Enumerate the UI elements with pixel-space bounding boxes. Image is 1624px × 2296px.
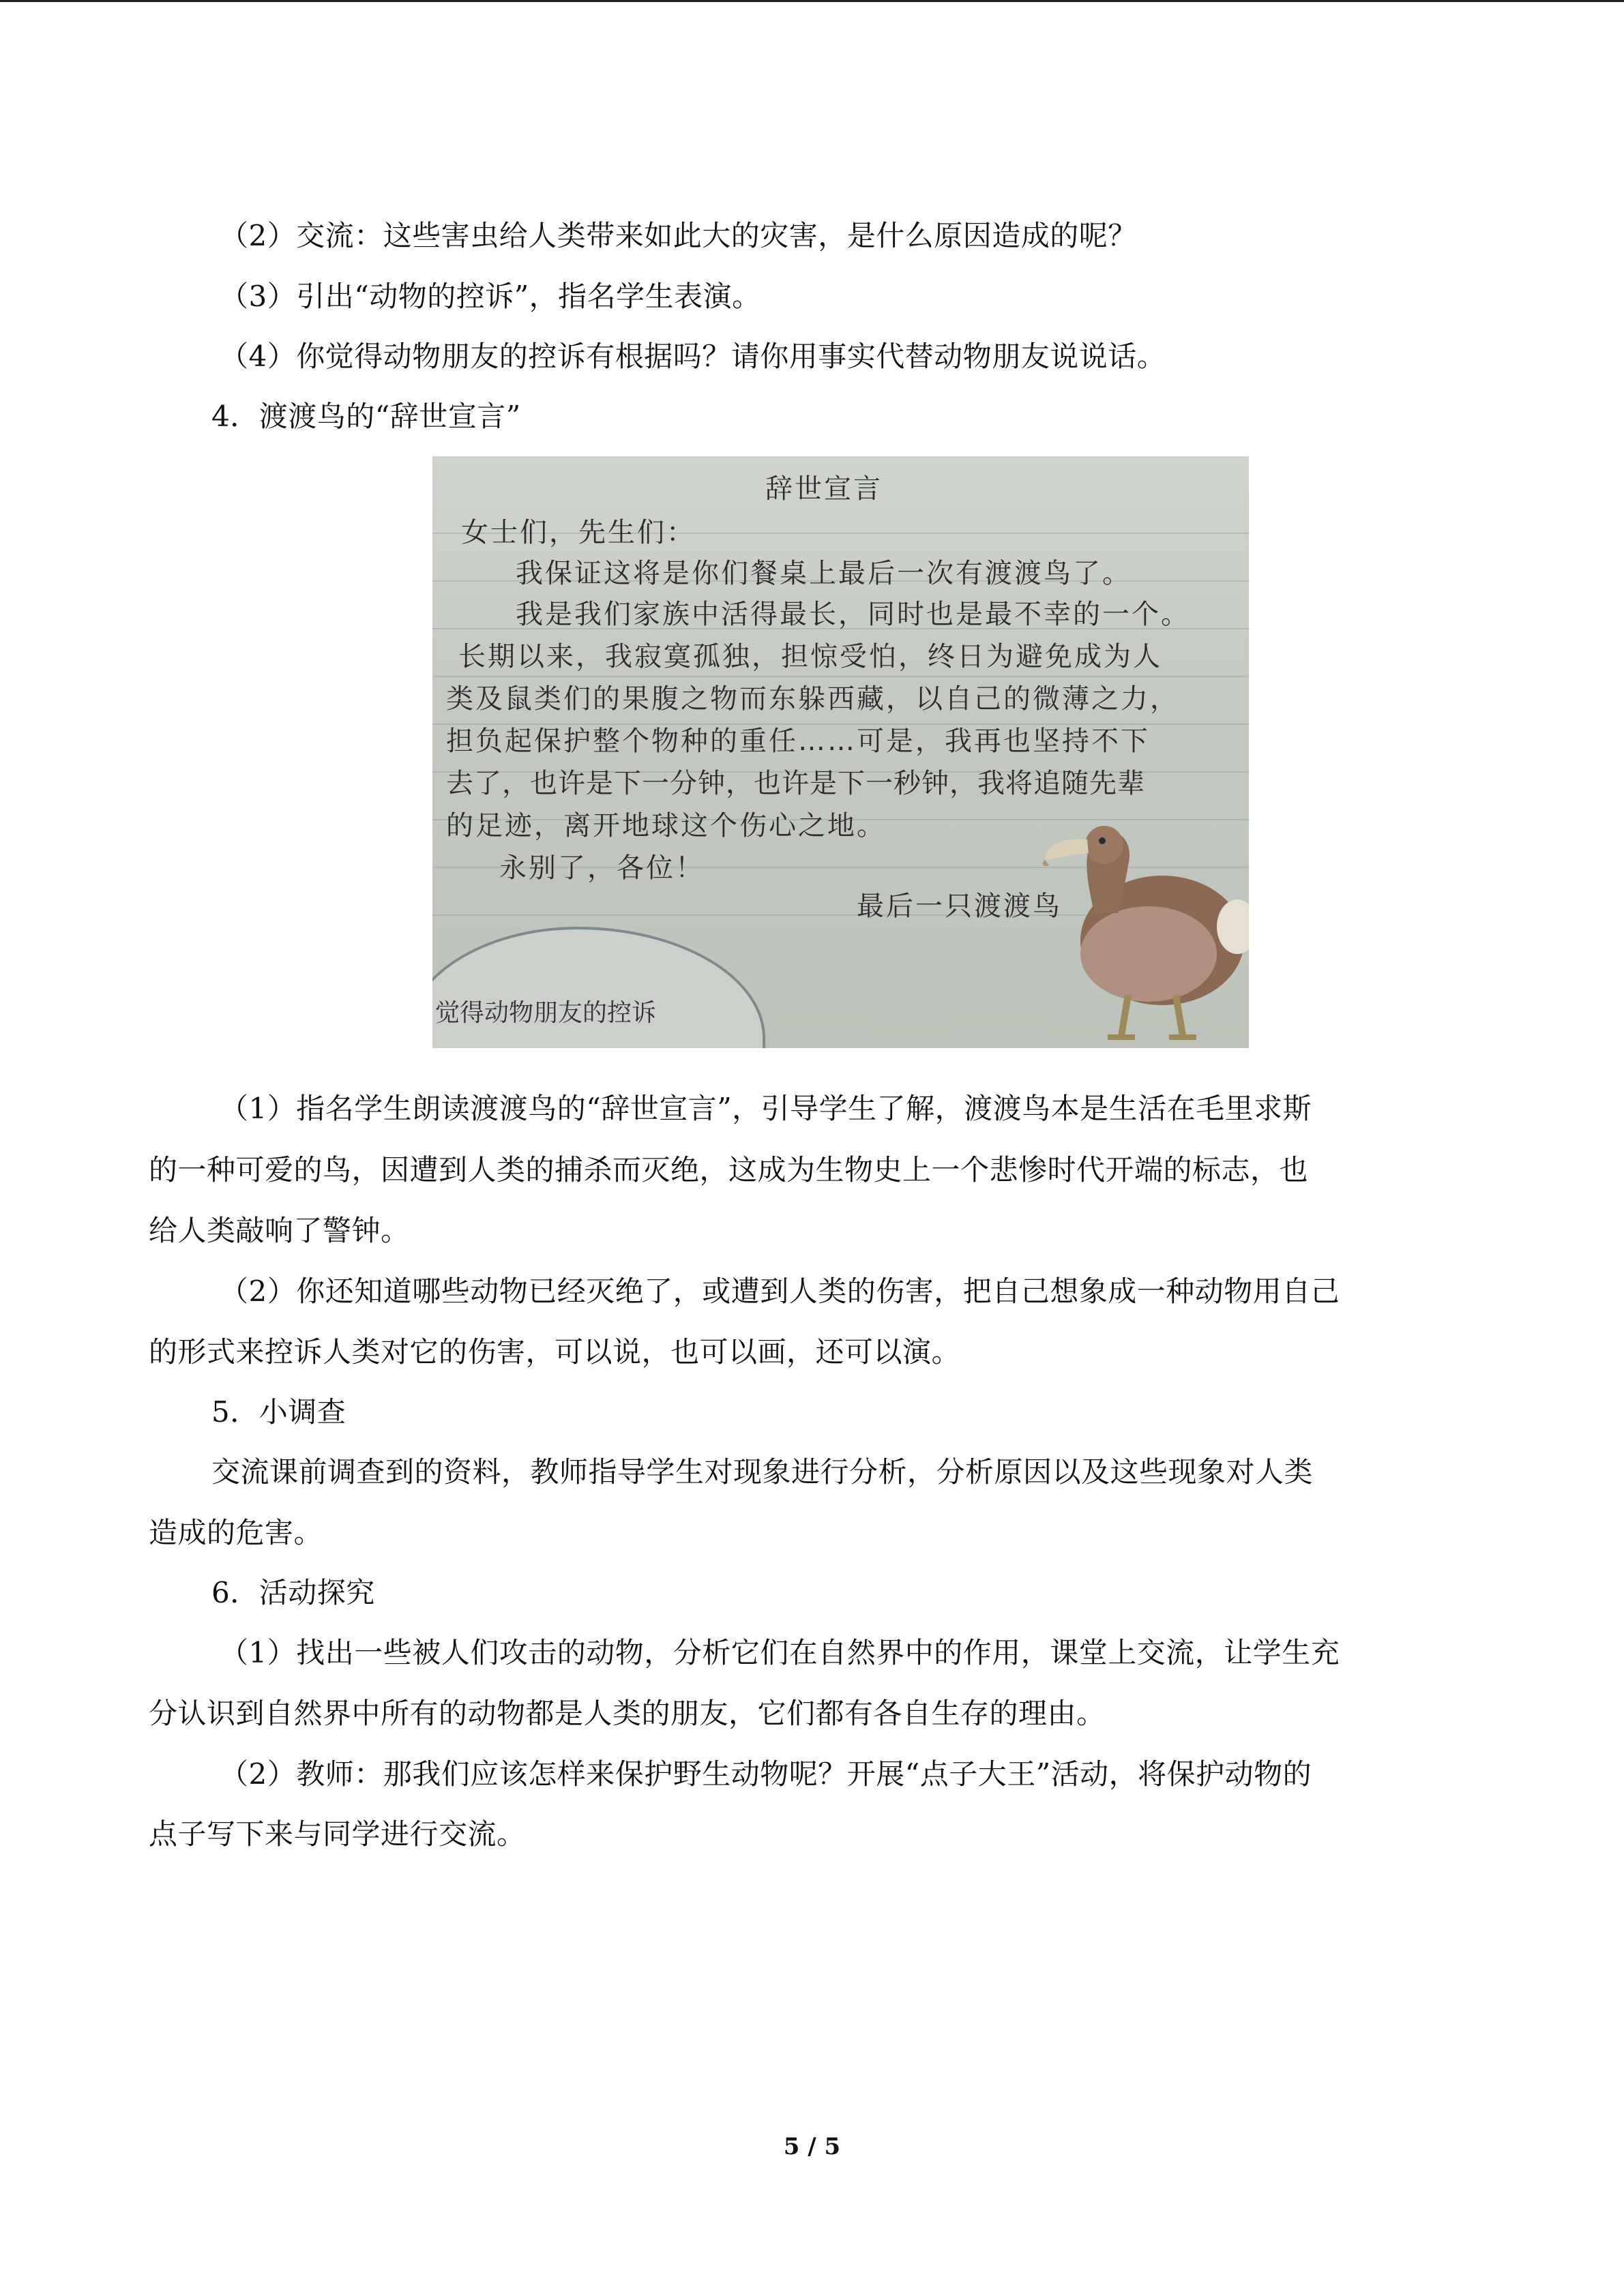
dodo-declaration-photo bbox=[432, 456, 1249, 1048]
paragraph-line: （2）教师：那我们应该怎样来保护野生动物呢？开展“点子大王”活动，将保护动物的 bbox=[220, 1757, 1312, 1791]
photo-text-line: 的足迹，离开地球这个伤心之地。 bbox=[446, 810, 886, 841]
paragraph-line: 分认识到自然界中所有的动物都是人类的朋友，它们都有各自生存的理由。 bbox=[149, 1697, 1106, 1730]
photo-text-line: 担负起保护整个物种的重任……可是，我再也坚持不下 bbox=[446, 726, 1150, 757]
paragraph-line: 点子写下来与同学进行交流。 bbox=[149, 1817, 526, 1851]
photo-text-line: 我保证这将是你们餐桌上最后一次有渡渡鸟了。 bbox=[516, 558, 1132, 589]
paragraph-line: 交流课前调查到的资料，教师指导学生对现象进行分析，分析原因以及这些现象对人类 bbox=[211, 1455, 1314, 1489]
photo-text-line: 我是我们家族中活得最长，同时也是最不幸的一个。 bbox=[516, 599, 1190, 630]
photo-signature: 最后一只渡渡鸟 bbox=[857, 891, 1062, 922]
photo-text-line: 去了，也许是下一分钟，也许是下一秒钟，我将追随先辈 bbox=[446, 768, 1145, 799]
photo-title: 辞世宣言 bbox=[765, 473, 883, 505]
section-heading: 6．活动探究 bbox=[211, 1576, 375, 1609]
paragraph-line: 造成的危害。 bbox=[149, 1516, 323, 1549]
paragraph-line: （1）指名学生朗读渡渡鸟的“辞世宣言”，引导学生了解，渡渡鸟本是生活在毛里求斯 bbox=[220, 1092, 1312, 1125]
paragraph-line: 给人类敲响了警钟。 bbox=[149, 1214, 410, 1247]
section-heading: 5．小调查 bbox=[211, 1395, 346, 1429]
photo-greeting: 女士们，先生们： bbox=[461, 517, 696, 548]
paragraph-line: （3）引出“动物的控诉”，指名学生表演。 bbox=[220, 280, 761, 313]
photo-text-line: 长期以来，我寂寞孤独，担惊受怕，终日为避免成为人 bbox=[458, 641, 1162, 672]
paragraph-line: 的一种可爱的鸟，因遭到人类的捕杀而灭绝，这成为生物史上一个悲惨时代开端的标志，也 bbox=[149, 1153, 1309, 1187]
paragraph-line: 的形式来控诉人类对它的伤害，可以说，也可以画，还可以演。 bbox=[149, 1335, 961, 1369]
section-heading: 4．渡渡鸟的“辞世宣言” bbox=[211, 400, 521, 433]
paragraph-line: （2）交流：这些害虫给人类带来如此大的灾害，是什么原因造成的呢？ bbox=[220, 219, 1137, 252]
page-number: 5 / 5 bbox=[783, 2133, 841, 2160]
speech-cloud bbox=[432, 927, 765, 1048]
dodo-bird-illustration bbox=[1033, 797, 1249, 1048]
paragraph-line: （2）你还知道哪些动物已经灭绝了，或遭到人类的伤害，把自己想象成一种动物用自己 bbox=[220, 1274, 1340, 1308]
photo-caption: 觉得动物朋友的控诉 bbox=[435, 999, 657, 1027]
top-border bbox=[0, 0, 1624, 2]
photo-text-line: 类及鼠类们的果腹之物而东躲西藏，以自己的微薄之力， bbox=[446, 683, 1179, 715]
paragraph-line: （4）你觉得动物朋友的控诉有根据吗？请你用事实代替动物朋友说说话。 bbox=[220, 340, 1166, 373]
paragraph-line: （1）找出一些被人们攻击的动物，分析它们在自然界中的作用，课堂上交流，让学生充 bbox=[220, 1636, 1340, 1669]
photo-text-line: 永别了，各位！ bbox=[499, 852, 705, 884]
